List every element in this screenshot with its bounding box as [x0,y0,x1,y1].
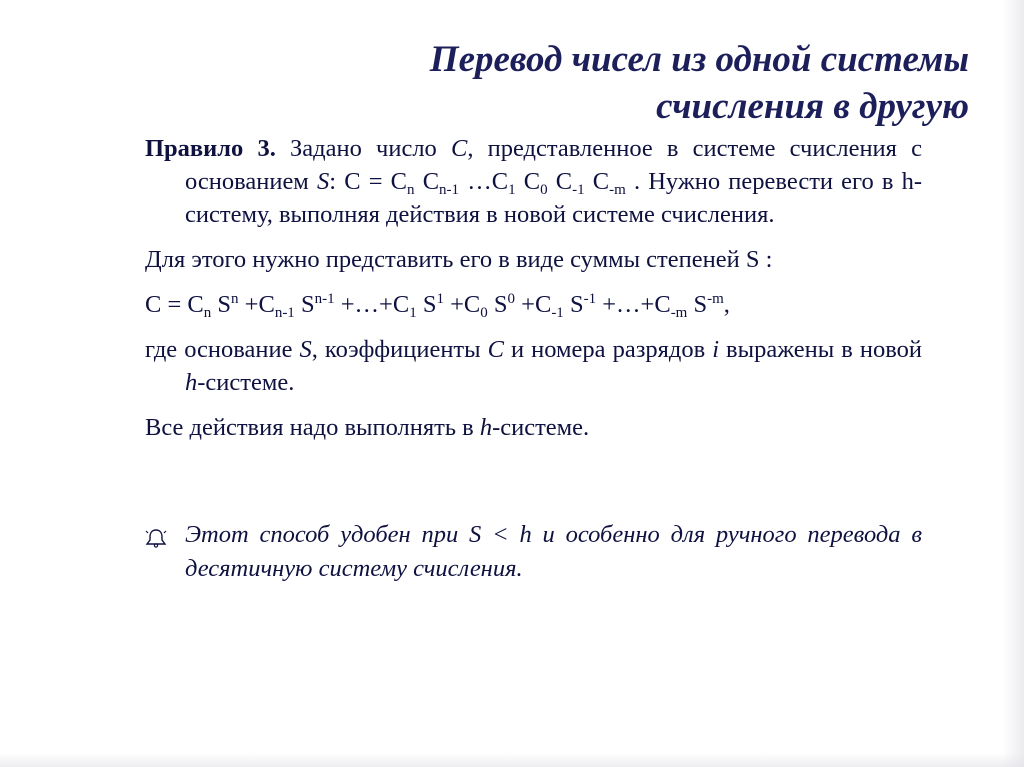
formula-part: , [723,291,730,318]
slide-title [149,36,969,130]
actions-text: -системе. [492,414,590,441]
where-var-c: C [487,336,504,363]
formula-sup: -m [707,291,724,307]
slide-title-line-2: счисления в другую [656,86,969,127]
rule-text: C [414,168,440,195]
formula-part: S [416,291,437,318]
rule-text: . Нужно перевести его в h-систему, выполняя действия в новой системе счисления. [185,168,923,228]
formula-sub: -m [670,305,688,321]
formula-part: S [487,291,508,318]
formula-part: S [294,291,315,318]
formula-part: +…+C [596,291,671,318]
formula-part: +C [443,291,481,318]
slide-title-line-1: Перевод чисел из одной системы [429,39,969,80]
slide-body [145,132,922,456]
formula-part: S [687,291,708,318]
rule-label: Правилo 3. [145,135,276,162]
rule-subscript: 0 [540,182,548,198]
formula-sub: 1 [409,305,417,321]
actions-paragraph [145,411,922,444]
formula-sup: 1 [436,291,444,307]
actions-text: Все действия надо выполнять в [145,414,480,441]
rule-subscript: n [407,182,415,198]
rule-text: C [584,168,610,195]
formula-part: C = C [145,291,204,318]
rule-subscript: 1 [508,182,516,198]
where-var-s: S [299,336,312,363]
formula-part: +C [238,291,275,318]
formula-part: S [563,291,584,318]
formula-sub: -1 [551,305,564,321]
note-text: Этот способ удобен при S < h и особенно для ручного перевода в десятичную систему счисления. [185,521,922,582]
formula-sup: n-1 [314,291,335,307]
where-text: и номера разрядов [503,336,713,363]
slide-bottom-shadow [0,753,1024,767]
rule-text: …C [459,168,509,195]
formula-part: +…+C [334,291,410,318]
formula-part: +C [515,291,552,318]
rule-subscript: -m [609,182,626,198]
rule-text: C [515,168,541,195]
formula-sub: n-1 [274,305,295,321]
rule-var-c: C [450,135,468,162]
formula-sub: n [203,305,212,321]
rule-text: C [547,168,573,195]
rule-var-s: S [316,168,330,195]
formula-sup: -1 [583,291,597,307]
formula-sup: n [231,291,239,307]
where-text: , коэффициенты [311,336,488,363]
formula-line [145,288,922,321]
rule-paragraph [145,132,922,231]
where-text: где основание [145,336,300,363]
rule-subscript: n-1 [439,182,460,198]
actions-var-h: h [479,414,493,441]
rule-subscript: -1 [572,182,585,198]
where-text: выражены в новой [719,336,922,363]
rule-text: Задано число [275,135,451,162]
rule-text: , представленное в системе счисления с основанием [185,135,922,195]
where-text: -системе. [197,369,295,396]
where-var-i: i [712,336,720,363]
bell-icon [145,518,185,586]
where-var-h: h [185,369,198,396]
formula-sub: 0 [480,305,488,321]
formula-sup: 0 [507,291,516,307]
note-block [145,518,922,586]
where-paragraph [145,333,922,399]
sum-intro-paragraph: Для этого нужно представить его в виде суммы степеней S : [145,246,773,273]
rule-text: : C = C [329,168,408,195]
slide-edge-shadow [1002,0,1024,767]
formula-part: S [211,291,232,318]
